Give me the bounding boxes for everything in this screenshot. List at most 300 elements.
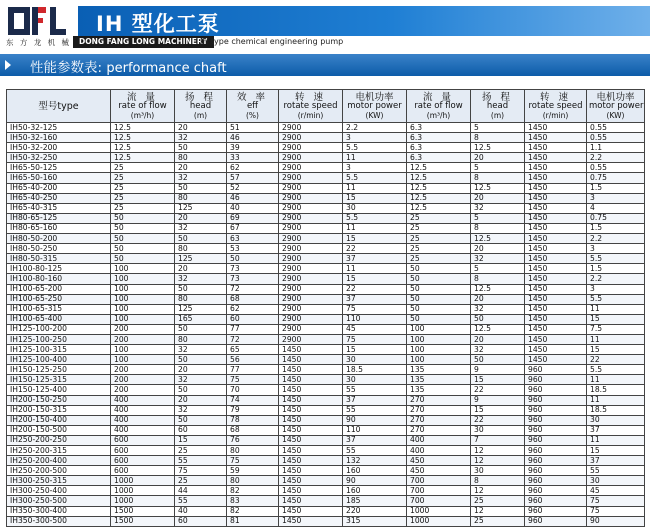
- value-cell: 1450: [525, 213, 587, 223]
- value-cell: 50: [175, 385, 227, 395]
- value-cell: 1450: [525, 123, 587, 133]
- model-cell: IH50-32-160: [7, 133, 111, 143]
- value-cell: 50: [111, 213, 175, 223]
- value-cell: 2900: [279, 244, 343, 254]
- value-cell: 55: [343, 385, 407, 395]
- value-cell: 1450: [525, 355, 587, 365]
- value-cell: 74: [227, 395, 279, 405]
- value-cell: 960: [525, 365, 587, 375]
- value-cell: 960: [525, 466, 587, 476]
- value-cell: 80: [227, 446, 279, 456]
- value-cell: 960: [525, 486, 587, 496]
- value-cell: 165: [175, 314, 227, 324]
- value-cell: 50: [471, 355, 525, 365]
- value-cell: 1450: [525, 223, 587, 233]
- value-cell: 8: [471, 173, 525, 183]
- value-cell: 51: [227, 123, 279, 133]
- value-cell: 60: [175, 425, 227, 435]
- value-cell: 32: [175, 173, 227, 183]
- table-row: [7, 345, 645, 355]
- model-cell: IH300-250-400: [7, 486, 111, 496]
- value-cell: 11: [587, 375, 645, 385]
- value-cell: 1450: [279, 405, 343, 415]
- value-cell: 11: [343, 223, 407, 233]
- table-row: [7, 365, 645, 375]
- section-title: [30, 56, 227, 76]
- value-cell: 55: [343, 405, 407, 415]
- value-cell: 270: [407, 415, 471, 425]
- value-cell: 2900: [279, 324, 343, 334]
- value-cell: 960: [525, 385, 587, 395]
- value-cell: 960: [525, 415, 587, 425]
- model-cell: IH80-65-125: [7, 213, 111, 223]
- value-cell: 1000: [111, 486, 175, 496]
- value-cell: 400: [111, 405, 175, 415]
- value-cell: 8: [471, 133, 525, 143]
- value-cell: 52: [227, 183, 279, 193]
- value-cell: 50: [407, 304, 471, 314]
- value-cell: 1450: [279, 446, 343, 456]
- value-cell: 1450: [279, 506, 343, 516]
- value-cell: 20: [175, 264, 227, 274]
- value-cell: 37: [343, 395, 407, 405]
- value-cell: 1500: [111, 516, 175, 526]
- model-cell: IH80-50-250: [7, 244, 111, 254]
- value-cell: 15: [587, 446, 645, 456]
- value-cell: 110: [343, 314, 407, 324]
- value-cell: 20: [175, 123, 227, 133]
- col-header-speed: 转 速 rotate speed (r/min): [279, 90, 343, 123]
- value-cell: 1450: [525, 264, 587, 274]
- value-cell: 20: [175, 213, 227, 223]
- value-cell: 2.2: [587, 234, 645, 244]
- value-cell: 200: [111, 375, 175, 385]
- value-cell: 200: [111, 365, 175, 375]
- value-cell: 0.55: [587, 133, 645, 143]
- value-cell: 50: [175, 234, 227, 244]
- value-cell: 37: [587, 456, 645, 466]
- value-cell: 1450: [279, 516, 343, 526]
- value-cell: 45: [587, 486, 645, 496]
- value-cell: 11: [587, 304, 645, 314]
- value-cell: 160: [343, 486, 407, 496]
- value-cell: 50: [175, 355, 227, 365]
- performance-table: [6, 89, 645, 527]
- value-cell: 100: [111, 304, 175, 314]
- value-cell: 1000: [111, 476, 175, 486]
- value-cell: 5: [471, 213, 525, 223]
- value-cell: 2.2: [587, 153, 645, 163]
- value-cell: 0.55: [587, 123, 645, 133]
- value-cell: 2900: [279, 153, 343, 163]
- value-cell: 0.55: [587, 163, 645, 173]
- value-cell: 15: [587, 345, 645, 355]
- table-row: [7, 213, 645, 223]
- value-cell: 400: [407, 446, 471, 456]
- value-cell: 400: [407, 435, 471, 445]
- value-cell: 12.5: [407, 193, 471, 203]
- value-cell: 700: [407, 476, 471, 486]
- value-cell: 12.5: [407, 203, 471, 213]
- value-cell: 44: [175, 486, 227, 496]
- page-title: IH 型化工泵: [96, 12, 220, 36]
- value-cell: 1450: [525, 143, 587, 153]
- value-cell: 15: [343, 274, 407, 284]
- model-cell: IH100-65-315: [7, 304, 111, 314]
- value-cell: 30: [343, 203, 407, 213]
- value-cell: 37: [343, 435, 407, 445]
- table-row: [7, 183, 645, 193]
- value-cell: 12: [471, 456, 525, 466]
- performance-table-wrapper: [6, 89, 644, 527]
- value-cell: 46: [227, 193, 279, 203]
- col-header-efficiency: 效 率 eff (%): [227, 90, 279, 123]
- value-cell: 2900: [279, 123, 343, 133]
- value-cell: 960: [525, 435, 587, 445]
- value-cell: 80: [175, 334, 227, 344]
- value-cell: 3: [343, 163, 407, 173]
- value-cell: 1450: [525, 254, 587, 264]
- value-cell: 32: [471, 304, 525, 314]
- model-cell: IH250-200-400: [7, 456, 111, 466]
- value-cell: 1450: [279, 476, 343, 486]
- value-cell: 960: [525, 496, 587, 506]
- value-cell: 1450: [525, 163, 587, 173]
- value-cell: 1.5: [587, 223, 645, 233]
- value-cell: 0.75: [587, 173, 645, 183]
- col-header-flow: 流 量 rate of flow (m³/h): [111, 90, 175, 123]
- value-cell: 25: [471, 496, 525, 506]
- value-cell: 1450: [279, 375, 343, 385]
- value-cell: 55: [175, 496, 227, 506]
- col-header-power: 电机功率 motor power (KW): [343, 90, 407, 123]
- value-cell: 75: [343, 304, 407, 314]
- value-cell: 1450: [279, 425, 343, 435]
- model-cell: IH350-300-500: [7, 516, 111, 526]
- table-row: [7, 385, 645, 395]
- value-cell: 2900: [279, 133, 343, 143]
- value-cell: 1450: [525, 345, 587, 355]
- value-cell: 39: [227, 143, 279, 153]
- model-cell: IH125-100-315: [7, 345, 111, 355]
- value-cell: 60: [227, 314, 279, 324]
- value-cell: 25: [175, 446, 227, 456]
- value-cell: 18.5: [343, 365, 407, 375]
- value-cell: 90: [587, 516, 645, 526]
- table-row: [7, 173, 645, 183]
- value-cell: 33: [227, 153, 279, 163]
- value-cell: 12.5: [471, 143, 525, 153]
- table-row: [7, 274, 645, 284]
- value-cell: 1450: [525, 244, 587, 254]
- value-cell: 2900: [279, 254, 343, 264]
- value-cell: 1450: [279, 385, 343, 395]
- value-cell: 25: [175, 476, 227, 486]
- value-cell: 960: [525, 456, 587, 466]
- value-cell: 12.5: [407, 183, 471, 193]
- value-cell: 20: [175, 395, 227, 405]
- value-cell: 50: [407, 294, 471, 304]
- model-cell: IH200-150-315: [7, 405, 111, 415]
- value-cell: 32: [175, 133, 227, 143]
- model-cell: IH300-250-500: [7, 496, 111, 506]
- value-cell: 125: [175, 304, 227, 314]
- value-cell: 20: [471, 294, 525, 304]
- value-cell: 30: [587, 415, 645, 425]
- value-cell: 20: [471, 334, 525, 344]
- value-cell: 12.5: [407, 173, 471, 183]
- value-cell: 32: [471, 254, 525, 264]
- value-cell: 1000: [407, 506, 471, 516]
- model-cell: IH80-50-200: [7, 234, 111, 244]
- value-cell: 1450: [525, 173, 587, 183]
- value-cell: 700: [407, 496, 471, 506]
- value-cell: 2900: [279, 173, 343, 183]
- value-cell: 2900: [279, 234, 343, 244]
- table-row: [7, 234, 645, 244]
- value-cell: 5: [471, 264, 525, 274]
- col-header-flow-low: 流 量 rate of flow (m³/h): [407, 90, 471, 123]
- table-row: [7, 223, 645, 233]
- value-cell: 7.5: [587, 324, 645, 334]
- value-cell: 6.3: [407, 123, 471, 133]
- triangle-bullet-icon: [5, 60, 11, 70]
- value-cell: 1450: [525, 234, 587, 244]
- value-cell: 1000: [111, 496, 175, 506]
- value-cell: 100: [111, 345, 175, 355]
- value-cell: 5.5: [587, 294, 645, 304]
- value-cell: 2900: [279, 304, 343, 314]
- value-cell: 20: [175, 163, 227, 173]
- value-cell: 3: [587, 244, 645, 254]
- value-cell: 1.5: [587, 264, 645, 274]
- value-cell: 57: [227, 173, 279, 183]
- table-row: [7, 425, 645, 435]
- value-cell: 25: [111, 193, 175, 203]
- value-cell: 100: [407, 334, 471, 344]
- value-cell: 50: [407, 264, 471, 274]
- value-cell: 25: [111, 163, 175, 173]
- value-cell: 160: [343, 466, 407, 476]
- table-row: [7, 294, 645, 304]
- value-cell: 200: [111, 324, 175, 334]
- value-cell: 22: [343, 284, 407, 294]
- model-cell: IH50-32-125: [7, 123, 111, 133]
- value-cell: 12.5: [471, 234, 525, 244]
- value-cell: 60: [175, 516, 227, 526]
- value-cell: 62: [227, 304, 279, 314]
- value-cell: 11: [343, 153, 407, 163]
- value-cell: 9: [471, 365, 525, 375]
- value-cell: 69: [227, 213, 279, 223]
- value-cell: 63: [227, 234, 279, 244]
- model-cell: IH300-250-315: [7, 476, 111, 486]
- value-cell: 32: [175, 345, 227, 355]
- value-cell: 5.5: [587, 365, 645, 375]
- value-cell: 32: [471, 203, 525, 213]
- value-cell: 20: [471, 193, 525, 203]
- value-cell: 450: [407, 466, 471, 476]
- value-cell: 2900: [279, 274, 343, 284]
- value-cell: 100: [111, 355, 175, 365]
- value-cell: 960: [525, 375, 587, 385]
- value-cell: 132: [343, 456, 407, 466]
- value-cell: 960: [525, 446, 587, 456]
- value-cell: 30: [471, 466, 525, 476]
- table-body: [7, 123, 645, 527]
- model-cell: IH65-40-250: [7, 193, 111, 203]
- value-cell: 2900: [279, 143, 343, 153]
- value-cell: 12.5: [111, 143, 175, 153]
- company-row: [0, 37, 650, 49]
- value-cell: 2.2: [343, 123, 407, 133]
- model-cell: IH200-150-250: [7, 395, 111, 405]
- section-header: [0, 54, 650, 76]
- value-cell: 1450: [279, 466, 343, 476]
- value-cell: 50: [111, 244, 175, 254]
- value-cell: 1450: [279, 365, 343, 375]
- table-row: [7, 355, 645, 365]
- model-cell: IH350-300-400: [7, 506, 111, 516]
- value-cell: 110: [343, 425, 407, 435]
- value-cell: 68: [227, 294, 279, 304]
- model-cell: IH250-200-315: [7, 446, 111, 456]
- value-cell: 72: [227, 334, 279, 344]
- value-cell: 72: [227, 284, 279, 294]
- value-cell: 1450: [525, 153, 587, 163]
- value-cell: 2.2: [587, 274, 645, 284]
- value-cell: 50: [175, 143, 227, 153]
- value-cell: 8: [471, 476, 525, 486]
- value-cell: 30: [343, 355, 407, 365]
- table-row: [7, 456, 645, 466]
- model-cell: IH65-40-200: [7, 183, 111, 193]
- value-cell: 9: [471, 395, 525, 405]
- value-cell: 960: [525, 476, 587, 486]
- value-cell: 25: [111, 173, 175, 183]
- value-cell: 25: [111, 203, 175, 213]
- value-cell: 40: [227, 203, 279, 213]
- value-cell: 1450: [279, 456, 343, 466]
- value-cell: 2900: [279, 183, 343, 193]
- value-cell: 2900: [279, 284, 343, 294]
- value-cell: 65: [227, 345, 279, 355]
- value-cell: 15: [343, 345, 407, 355]
- value-cell: 15: [175, 435, 227, 445]
- model-cell: IH200-150-400: [7, 415, 111, 425]
- table-row: [7, 264, 645, 274]
- value-cell: 32: [471, 345, 525, 355]
- model-cell: IH100-65-400: [7, 314, 111, 324]
- value-cell: 80: [175, 294, 227, 304]
- value-cell: 77: [227, 324, 279, 334]
- value-cell: 1450: [525, 304, 587, 314]
- value-cell: 70: [227, 385, 279, 395]
- table-row: [7, 123, 645, 133]
- value-cell: 50: [227, 254, 279, 264]
- model-cell: IH200-150-500: [7, 425, 111, 435]
- model-cell: IH80-50-315: [7, 254, 111, 264]
- value-cell: 25: [407, 244, 471, 254]
- value-cell: 8: [471, 223, 525, 233]
- value-cell: 5: [471, 123, 525, 133]
- value-cell: 50: [111, 254, 175, 264]
- model-cell: IH65-40-315: [7, 203, 111, 213]
- page-subtitle: IH type chemical engineering pump: [200, 37, 344, 46]
- value-cell: 12.5: [111, 133, 175, 143]
- value-cell: 600: [111, 466, 175, 476]
- value-cell: 78: [227, 415, 279, 425]
- model-cell: IH100-80-160: [7, 274, 111, 284]
- value-cell: 200: [111, 385, 175, 395]
- table-row: [7, 163, 645, 173]
- value-cell: 200: [111, 334, 175, 344]
- value-cell: 12: [471, 486, 525, 496]
- value-cell: 6.3: [407, 143, 471, 153]
- value-cell: 25: [471, 516, 525, 526]
- value-cell: 83: [227, 496, 279, 506]
- value-cell: 20: [471, 244, 525, 254]
- value-cell: 30: [587, 476, 645, 486]
- value-cell: 15: [471, 375, 525, 385]
- value-cell: 55: [343, 446, 407, 456]
- value-cell: 62: [227, 163, 279, 173]
- model-cell: IH65-50-125: [7, 163, 111, 173]
- value-cell: 80: [175, 244, 227, 254]
- value-cell: 5.5: [587, 254, 645, 264]
- table-row: [7, 193, 645, 203]
- value-cell: 2900: [279, 223, 343, 233]
- value-cell: 11: [587, 395, 645, 405]
- value-cell: 100: [111, 274, 175, 284]
- model-cell: IH125-100-250: [7, 334, 111, 344]
- table-row: [7, 496, 645, 506]
- model-cell: IH150-125-315: [7, 375, 111, 385]
- value-cell: 32: [175, 405, 227, 415]
- value-cell: 46: [227, 133, 279, 143]
- value-cell: 67: [227, 223, 279, 233]
- col-header-speed-low: 转 速 rotate speed (r/min): [525, 90, 587, 123]
- value-cell: 5.5: [343, 213, 407, 223]
- table-row: [7, 466, 645, 476]
- table-row: [7, 254, 645, 264]
- value-cell: 960: [525, 425, 587, 435]
- value-cell: 25: [407, 234, 471, 244]
- company-name-cn: 东 方 龙 机 械: [6, 38, 72, 47]
- model-cell: IH250-200-250: [7, 435, 111, 445]
- value-cell: 125: [175, 203, 227, 213]
- value-cell: 1450: [525, 294, 587, 304]
- value-cell: 50: [175, 415, 227, 425]
- value-cell: 1450: [279, 415, 343, 425]
- value-cell: 12.5: [111, 123, 175, 133]
- table-row: [7, 314, 645, 324]
- page-header: [0, 0, 650, 50]
- table-row: [7, 395, 645, 405]
- value-cell: 73: [227, 274, 279, 284]
- model-cell: IH100-65-200: [7, 284, 111, 294]
- value-cell: 80: [227, 476, 279, 486]
- value-cell: 12.5: [471, 324, 525, 334]
- table-row: [7, 506, 645, 516]
- value-cell: 2900: [279, 193, 343, 203]
- value-cell: 2900: [279, 314, 343, 324]
- model-cell: IH80-65-160: [7, 223, 111, 233]
- value-cell: 90: [343, 415, 407, 425]
- value-cell: 50: [175, 183, 227, 193]
- value-cell: 600: [111, 446, 175, 456]
- value-cell: 6.3: [407, 153, 471, 163]
